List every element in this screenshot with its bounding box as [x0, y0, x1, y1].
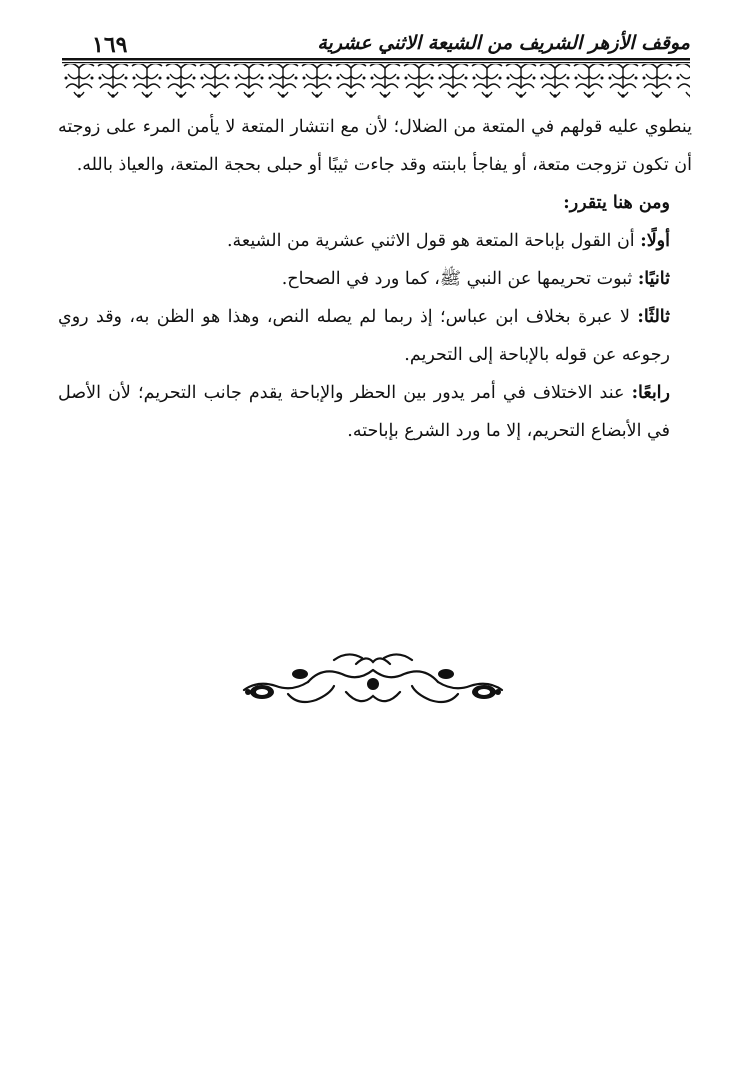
point-label: أولًا:	[640, 231, 670, 251]
page-number: ١٦٩	[92, 32, 128, 58]
point-text: لا عبرة بخلاف ابن عباس؛ إذ ربما لم يصله النص، وهذا هو الظن به، وقد روي رجوعه عن قوله بالإباحة إلى التحريم.	[58, 307, 670, 365]
point-text: عند الاختلاف في أمر يدور بين الحظر والإباحة يقدم جانب التحريم؛ لأن الأصل في الأبضاع التحريم، إلا ما ورد الشرع بإباحته.	[58, 383, 670, 441]
point-2	[58, 260, 692, 298]
closing-ornament	[238, 652, 508, 714]
point-1	[58, 222, 692, 260]
point-label: رابعًا:	[631, 383, 670, 403]
point-text: أن القول بإباحة المتعة هو قول الاثني عشرية من الشيعة.	[226, 231, 641, 251]
point-label: ثانيًا:	[637, 269, 670, 289]
main-text	[58, 108, 692, 450]
running-header	[62, 26, 690, 62]
paragraph: ينطوي عليه قولهم في المتعة من الضلال؛ لأن مع انتشار المتعة لا يأمن المرء على زوجته أن تكون تزوجت متعة، أو يفاجأ بابنته وقد جاءت ثيبًا أو حبلى بحجة المتعة، والعياذ بالله.	[58, 117, 692, 175]
header-ornament-band	[62, 58, 690, 102]
point-label: ثالثًا:	[637, 307, 670, 327]
point-3	[58, 298, 692, 374]
point-text: ثبوت تحريمها عن النبي ﷺ، كما ورد في الصحاح.	[281, 269, 638, 289]
point-4	[58, 374, 692, 450]
intro-heading: ومن هنا يتقرر:	[563, 193, 670, 213]
paragraph-intro	[58, 184, 692, 222]
header-title: موقف الأزهر الشريف من الشيعة الاثني عشرية	[317, 32, 690, 54]
